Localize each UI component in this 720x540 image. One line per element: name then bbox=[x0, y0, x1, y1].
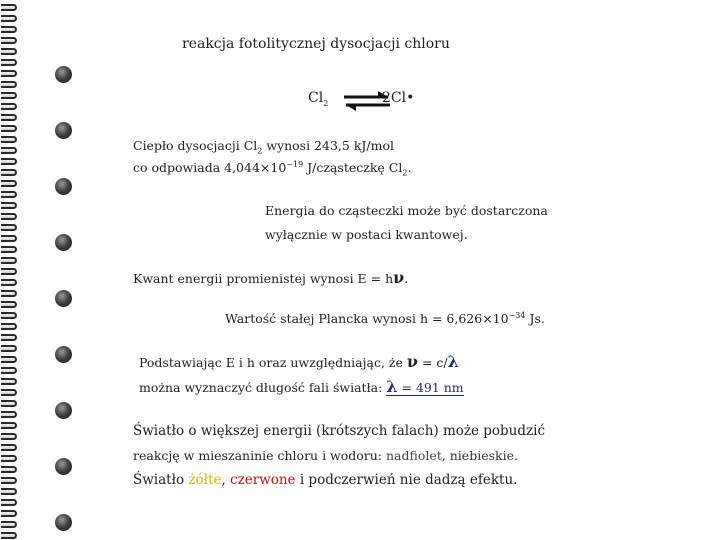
binding-ring bbox=[1, 180, 17, 187]
no-effect-line: Światło żółte, czerwone i podczerwień nie dadzą efektu. bbox=[133, 472, 518, 488]
equation-right: 2Cl• bbox=[382, 90, 415, 106]
substitution-line: Podstawiając E i h oraz uwzględniając, że ν = c/λ bbox=[139, 352, 459, 371]
binding-ring bbox=[1, 433, 17, 440]
binding-ring bbox=[1, 345, 17, 352]
binding-ring bbox=[1, 389, 17, 396]
binding-ring bbox=[1, 356, 17, 363]
binding-ring bbox=[1, 48, 17, 55]
binding-ring bbox=[1, 444, 17, 451]
binding-ring bbox=[1, 114, 17, 121]
binding-ring bbox=[1, 147, 17, 154]
bullet-icon bbox=[55, 122, 72, 139]
binding-ring bbox=[1, 158, 17, 165]
binding-ring bbox=[1, 136, 17, 143]
spiral-binding bbox=[0, 0, 22, 540]
binding-ring bbox=[1, 224, 17, 231]
reaction-line: reakcję w mieszaninie chloru i wodoru: nadfiolet, niebieskie. bbox=[133, 448, 518, 463]
binding-ring bbox=[1, 301, 17, 308]
binding-ring bbox=[1, 477, 17, 484]
quantum-form-line: wyłącznie w postaci kwantowej. bbox=[265, 227, 468, 242]
binding-ring bbox=[1, 15, 17, 22]
binding-ring bbox=[1, 510, 17, 517]
binding-ring bbox=[1, 92, 17, 99]
binding-ring bbox=[1, 125, 17, 132]
dissociation-heat-line: Ciepło dysocjacji $Cl_2$ wynosi 243,5 kJ/mol bbox=[133, 138, 394, 156]
slide-title: reakcja fotolitycznej dysocjacji chloru bbox=[182, 36, 450, 52]
binding-ring bbox=[1, 521, 17, 528]
binding-ring bbox=[1, 466, 17, 473]
bullet-icon bbox=[55, 66, 72, 83]
energy-delivery-line: Energia do cząsteczki może być dostarczona bbox=[265, 203, 548, 218]
binding-ring bbox=[1, 103, 17, 110]
binding-ring bbox=[1, 400, 17, 407]
binding-ring bbox=[1, 26, 17, 33]
bullet-icon bbox=[55, 290, 72, 307]
binding-ring bbox=[1, 268, 17, 275]
binding-ring bbox=[1, 81, 17, 88]
energy-per-molecule-line: co odpowiada $4,044\times 10^{-19}$ J/cząsteczkę $Cl_2$. bbox=[133, 160, 412, 178]
bullet-icon bbox=[55, 178, 72, 195]
binding-ring bbox=[1, 488, 17, 495]
higher-energy-line: Światło o większej energii (krótszych falach) może pobudzić bbox=[133, 423, 546, 439]
bullet-icon bbox=[55, 514, 72, 531]
planck-constant-line: Wartość stałej Plancka wynosi $h = 6,626\times 10^{-34}$ Js. bbox=[225, 311, 545, 327]
wavelength-line: można wyznaczyć długość fali światła: λ = 491 nm bbox=[139, 377, 464, 396]
binding-ring bbox=[1, 290, 17, 297]
binding-ring bbox=[1, 323, 17, 330]
binding-ring bbox=[1, 246, 17, 253]
binding-ring bbox=[1, 4, 17, 11]
binding-ring bbox=[1, 191, 17, 198]
binding-ring bbox=[1, 422, 17, 429]
binding-ring bbox=[1, 411, 17, 418]
binding-ring bbox=[1, 37, 17, 44]
binding-ring bbox=[1, 257, 17, 264]
binding-ring bbox=[1, 532, 17, 539]
binding-ring bbox=[1, 312, 17, 319]
binding-ring bbox=[1, 70, 17, 77]
binding-ring bbox=[1, 378, 17, 385]
binding-ring bbox=[1, 213, 17, 220]
binding-ring bbox=[1, 202, 17, 209]
binding-ring bbox=[1, 169, 17, 176]
bullet-icon bbox=[55, 346, 72, 363]
binding-ring bbox=[1, 499, 17, 506]
binding-ring bbox=[1, 59, 17, 66]
binding-ring bbox=[1, 334, 17, 341]
bullet-icon bbox=[55, 402, 72, 419]
equation-left: $Cl_2$ bbox=[308, 90, 329, 108]
bullet-icon bbox=[55, 458, 72, 475]
binding-ring bbox=[1, 367, 17, 374]
binding-ring bbox=[1, 279, 17, 286]
binding-ring bbox=[1, 455, 17, 462]
quantum-energy-line: Kwant energii promienistej wynosi E = hν. bbox=[133, 268, 409, 287]
bullet-icon bbox=[55, 234, 72, 251]
binding-ring bbox=[1, 235, 17, 242]
